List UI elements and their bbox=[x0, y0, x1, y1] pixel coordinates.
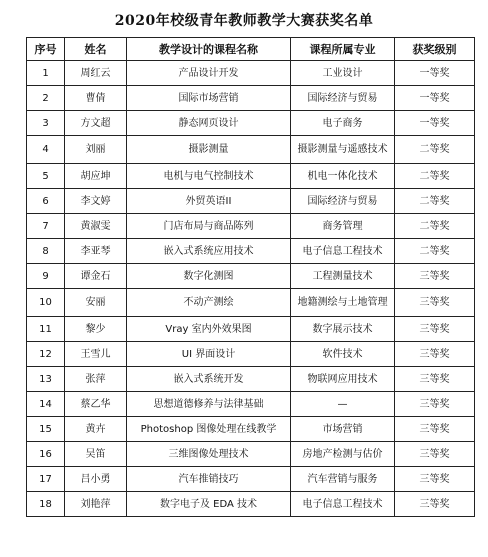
cell-major: 物联网应用技术 bbox=[291, 367, 395, 392]
cell-course: 产品设计开发 bbox=[127, 61, 291, 86]
cell-major: 软件技术 bbox=[291, 342, 395, 367]
cell-course: Vray 室内外效果图 bbox=[127, 317, 291, 342]
cell-award: 二等奖 bbox=[395, 189, 475, 214]
cell-award: 三等奖 bbox=[395, 417, 475, 442]
table-row bbox=[27, 417, 475, 442]
awards-table bbox=[26, 37, 475, 517]
cell-name: 张萍 bbox=[65, 367, 127, 392]
cell-major: 电子信息工程技术 bbox=[291, 239, 395, 264]
cell-name: 蔡乙华 bbox=[65, 392, 127, 417]
cell-award: 二等奖 bbox=[395, 136, 475, 164]
table-row bbox=[27, 467, 475, 492]
cell-no: 13 bbox=[27, 367, 65, 392]
cell-no: 9 bbox=[27, 264, 65, 289]
cell-major: 国际经济与贸易 bbox=[291, 86, 395, 111]
cell-award: 三等奖 bbox=[395, 392, 475, 417]
cell-course: 不动产测绘 bbox=[127, 289, 291, 317]
table-row bbox=[27, 164, 475, 189]
cell-no: 7 bbox=[27, 214, 65, 239]
cell-major: 数字展示技术 bbox=[291, 317, 395, 342]
cell-award: 三等奖 bbox=[395, 492, 475, 517]
table-header-row bbox=[27, 38, 475, 61]
cell-course: 电机与电气控制技术 bbox=[127, 164, 291, 189]
cell-no: 17 bbox=[27, 467, 65, 492]
table-row bbox=[27, 492, 475, 517]
cell-name: 周红云 bbox=[65, 61, 127, 86]
cell-no: 8 bbox=[27, 239, 65, 264]
cell-award: 三等奖 bbox=[395, 264, 475, 289]
cell-name: 吴笛 bbox=[65, 442, 127, 467]
table-row bbox=[27, 189, 475, 214]
cell-name: 刘丽 bbox=[65, 136, 127, 164]
header-major: 课程所属专业 bbox=[291, 38, 395, 61]
cell-course: 门店布局与商品陈列 bbox=[127, 214, 291, 239]
cell-no: 2 bbox=[27, 86, 65, 111]
cell-no: 3 bbox=[27, 111, 65, 136]
cell-no: 1 bbox=[27, 61, 65, 86]
table-row bbox=[27, 136, 475, 164]
table-row bbox=[27, 111, 475, 136]
cell-name: 王雪儿 bbox=[65, 342, 127, 367]
cell-award: 三等奖 bbox=[395, 317, 475, 342]
header-no: 序号 bbox=[27, 38, 65, 61]
cell-name: 安丽 bbox=[65, 289, 127, 317]
cell-award: 二等奖 bbox=[395, 239, 475, 264]
cell-award: 一等奖 bbox=[395, 86, 475, 111]
cell-major: 国际经济与贸易 bbox=[291, 189, 395, 214]
cell-no: 16 bbox=[27, 442, 65, 467]
cell-major: 电子信息工程技术 bbox=[291, 492, 395, 517]
table-row bbox=[27, 61, 475, 86]
cell-award: 一等奖 bbox=[395, 111, 475, 136]
cell-award: 三等奖 bbox=[395, 467, 475, 492]
cell-no: 15 bbox=[27, 417, 65, 442]
cell-name: 吕小勇 bbox=[65, 467, 127, 492]
cell-course: 数字电子及 EDA 技术 bbox=[127, 492, 291, 517]
cell-major: 商务管理 bbox=[291, 214, 395, 239]
cell-course: 数字化测图 bbox=[127, 264, 291, 289]
cell-award: 二等奖 bbox=[395, 214, 475, 239]
cell-major: 摄影测量与遥感技术 bbox=[291, 136, 395, 164]
cell-name: 黄淑雯 bbox=[65, 214, 127, 239]
cell-name: 胡应坤 bbox=[65, 164, 127, 189]
cell-award: 二等奖 bbox=[395, 164, 475, 189]
cell-name: 李亚琴 bbox=[65, 239, 127, 264]
cell-course: 摄影测量 bbox=[127, 136, 291, 164]
cell-name: 李文婷 bbox=[65, 189, 127, 214]
cell-course: 嵌入式系统开发 bbox=[127, 367, 291, 392]
cell-major: 房地产检测与估价 bbox=[291, 442, 395, 467]
cell-name: 曹倩 bbox=[65, 86, 127, 111]
cell-course: UI 界面设计 bbox=[127, 342, 291, 367]
cell-major: — bbox=[291, 392, 395, 417]
cell-course: 汽车推销技巧 bbox=[127, 467, 291, 492]
page-title: 2020年校级青年教师教学大赛获奖名单 bbox=[114, 13, 374, 29]
cell-no: 12 bbox=[27, 342, 65, 367]
cell-award: 三等奖 bbox=[395, 442, 475, 467]
cell-award: 三等奖 bbox=[395, 289, 475, 317]
cell-name: 谭金石 bbox=[65, 264, 127, 289]
cell-award: 三等奖 bbox=[395, 342, 475, 367]
cell-course: Photoshop 图像处理在线教学 bbox=[127, 417, 291, 442]
cell-no: 10 bbox=[27, 289, 65, 317]
cell-name: 黎少 bbox=[65, 317, 127, 342]
header-course: 教学设计的课程名称 bbox=[127, 38, 291, 61]
cell-major: 汽车营销与服务 bbox=[291, 467, 395, 492]
table-row bbox=[27, 86, 475, 111]
table-row bbox=[27, 442, 475, 467]
cell-major: 市场营销 bbox=[291, 417, 395, 442]
table-row bbox=[27, 264, 475, 289]
cell-name: 刘艳萍 bbox=[65, 492, 127, 517]
cell-no: 14 bbox=[27, 392, 65, 417]
cell-major: 机电一体化技术 bbox=[291, 164, 395, 189]
cell-no: 4 bbox=[27, 136, 65, 164]
table-row bbox=[27, 367, 475, 392]
table-row bbox=[27, 239, 475, 264]
cell-no: 6 bbox=[27, 189, 65, 214]
cell-award: 一等奖 bbox=[395, 61, 475, 86]
cell-award: 三等奖 bbox=[395, 367, 475, 392]
cell-course: 外贸英语II bbox=[127, 189, 291, 214]
header-award: 获奖级别 bbox=[395, 38, 475, 61]
table-row bbox=[27, 317, 475, 342]
cell-major: 工程测量技术 bbox=[291, 264, 395, 289]
cell-course: 静态网页设计 bbox=[127, 111, 291, 136]
cell-course: 国际市场营销 bbox=[127, 86, 291, 111]
header-name: 姓名 bbox=[65, 38, 127, 61]
cell-no: 5 bbox=[27, 164, 65, 189]
cell-major: 工业设计 bbox=[291, 61, 395, 86]
table-row bbox=[27, 214, 475, 239]
cell-course: 思想道德修养与法律基础 bbox=[127, 392, 291, 417]
cell-course: 三维图像处理技术 bbox=[127, 442, 291, 467]
cell-major: 地籍测绘与土地管理 bbox=[291, 289, 395, 317]
cell-major: 电子商务 bbox=[291, 111, 395, 136]
cell-name: 黄卉 bbox=[65, 417, 127, 442]
table-row bbox=[27, 342, 475, 367]
table-row bbox=[27, 289, 475, 317]
table-row bbox=[27, 392, 475, 417]
cell-no: 18 bbox=[27, 492, 65, 517]
cell-name: 方文超 bbox=[65, 111, 127, 136]
cell-course: 嵌入式系统应用技术 bbox=[127, 239, 291, 264]
cell-no: 11 bbox=[27, 317, 65, 342]
